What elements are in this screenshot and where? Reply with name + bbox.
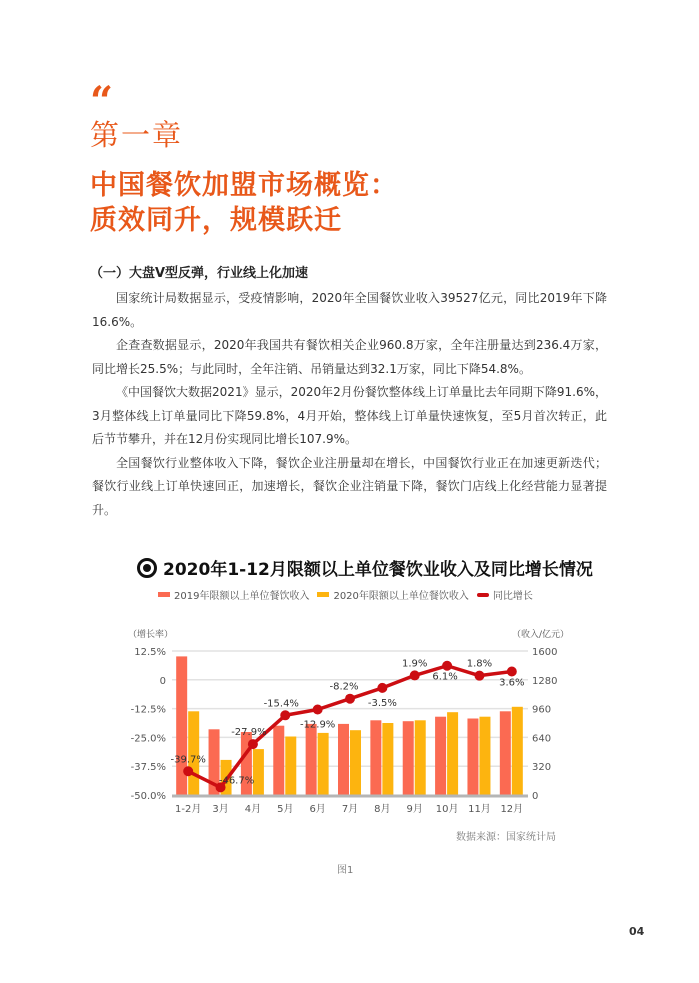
x-axis-tick: 4月 <box>244 804 262 815</box>
bar-2019 <box>306 724 317 795</box>
bar-2020 <box>318 733 329 795</box>
left-axis-tick: -37.5% <box>130 762 166 774</box>
growth-point <box>410 670 420 680</box>
right-axis-tick: 1280 <box>532 675 558 687</box>
growth-label: 1.8% <box>466 658 493 670</box>
page-number: 04 <box>629 925 645 938</box>
right-axis-title: （收入/亿元） <box>512 630 570 640</box>
legend-item-2020[interactable]: 2020年限额以上单位餐饮收入 <box>317 587 468 602</box>
growth-label: 1.9% <box>402 658 428 670</box>
growth-label: -46.7% <box>218 775 255 787</box>
growth-label: -15.4% <box>263 698 299 710</box>
headline-line-1: 中国餐饮加盟市场概览： <box>90 170 398 201</box>
right-axis-tick: 640 <box>532 733 552 745</box>
bar-2020 <box>188 711 199 795</box>
left-axis-tick: -25.0% <box>130 733 166 745</box>
bar-2019 <box>500 711 511 795</box>
legend-item-growth[interactable]: 同比增长 <box>477 587 533 602</box>
growth-point <box>474 671 484 681</box>
growth-label: -39.7% <box>170 754 206 766</box>
right-axis-tick: 320 <box>532 762 552 774</box>
data-source: 数据来源：国家统计局 <box>456 832 556 843</box>
left-axis-tick: 0 <box>159 675 166 687</box>
bar-2019 <box>467 719 478 796</box>
right-axis-tick: 0 <box>532 791 539 802</box>
chart-title-text: 2020年1-12月限额以上单位餐饮业收入及同比增长情况 <box>163 560 593 580</box>
bar-2020 <box>447 712 458 795</box>
bar-2019 <box>273 726 284 795</box>
growth-label: -8.2% <box>329 681 359 693</box>
figure-label: 图1 <box>337 865 354 876</box>
paragraph: 企查查数据显示，2020年我国共有餐饮相关企业960.8万家，全年注册量达到236.4万家，同比增长25.5%；与此同时，全年注销、吊销量达到32.1万家，同比下降54.8%。 <box>92 338 607 376</box>
left-axis-tick: 12.5% <box>134 647 166 658</box>
paragraph: 全国餐饮行业整体收入下降，餐饮企业注册量却在增长，中国餐饮行业正在加速更新迭代；餐饮行业线上订单快速回正，加速增长，餐饮企业注销量下降，餐饮门店线上化经营能力显著提升。 <box>92 455 607 517</box>
left-axis-title: （增长率） <box>128 630 174 640</box>
growth-point <box>442 661 452 671</box>
bar-2019 <box>435 717 446 795</box>
bar-2020 <box>350 730 361 795</box>
bar-2019 <box>370 720 381 795</box>
right-axis-tick: 960 <box>532 704 552 716</box>
growth-point <box>280 710 290 720</box>
growth-point <box>507 667 517 677</box>
section-title: （一）大盘V型反弹，行业线上化加速 <box>90 266 309 281</box>
growth-label: 6.1% <box>432 671 458 683</box>
x-axis-tick: 12月 <box>500 804 524 815</box>
paragraph: 《中国餐饮大数据2021》显示，2020年2月份餐饮整体线上订单量比去年同期下降91.6%，3月整体线上订单量同比下降59.8%，4月开始，整体线上订单量快速恢复，至5月首次转正，此后节节攀升，并在12月份实现同比增长107.9%。 <box>92 385 607 446</box>
x-axis-tick: 8月 <box>374 804 391 815</box>
bar-2020 <box>253 749 264 795</box>
legend-item-2019[interactable]: 2019年限额以上单位餐饮收入 <box>158 587 309 602</box>
x-axis-tick: 11月 <box>468 804 491 815</box>
chapter-label: 第一章 <box>90 118 184 152</box>
x-axis-tick: 9月 <box>406 804 423 815</box>
bar-2019 <box>403 721 414 795</box>
x-axis-tick: 1-2月 <box>175 804 202 815</box>
x-axis-tick: 6月 <box>309 804 326 815</box>
left-axis-tick: -50.0% <box>130 791 166 802</box>
quote-mark: “ <box>90 78 114 125</box>
bar-2019 <box>338 724 349 795</box>
growth-label: -12.9% <box>299 719 336 731</box>
x-axis-tick: 5月 <box>277 804 294 815</box>
growth-point <box>183 766 193 776</box>
left-axis-tick: -12.5% <box>130 704 166 716</box>
x-axis-tick: 3月 <box>212 804 229 815</box>
growth-label: 3.6% <box>499 677 525 689</box>
bar-2020 <box>285 737 296 796</box>
x-axis-tick: 7月 <box>341 804 359 815</box>
growth-label: -27.9% <box>231 727 267 739</box>
bar-2020 <box>415 720 426 795</box>
growth-point <box>313 705 323 715</box>
right-axis-tick: 1600 <box>532 647 558 658</box>
growth-point <box>345 694 355 704</box>
bar-2020 <box>479 717 490 795</box>
paragraph: 国家统计局数据显示，受疫情影响，2020年全国餐饮业收入39527亿元，同比2019年下降16.6%。 <box>92 291 607 329</box>
headline-line-2: 质效同升，规模跃迁 <box>90 205 342 236</box>
x-axis-tick: 10月 <box>435 804 459 815</box>
bar-2020 <box>512 707 523 795</box>
bar-2020 <box>382 723 393 795</box>
growth-label: -3.5% <box>367 697 397 709</box>
growth-point <box>377 683 387 693</box>
growth-point <box>248 739 258 749</box>
